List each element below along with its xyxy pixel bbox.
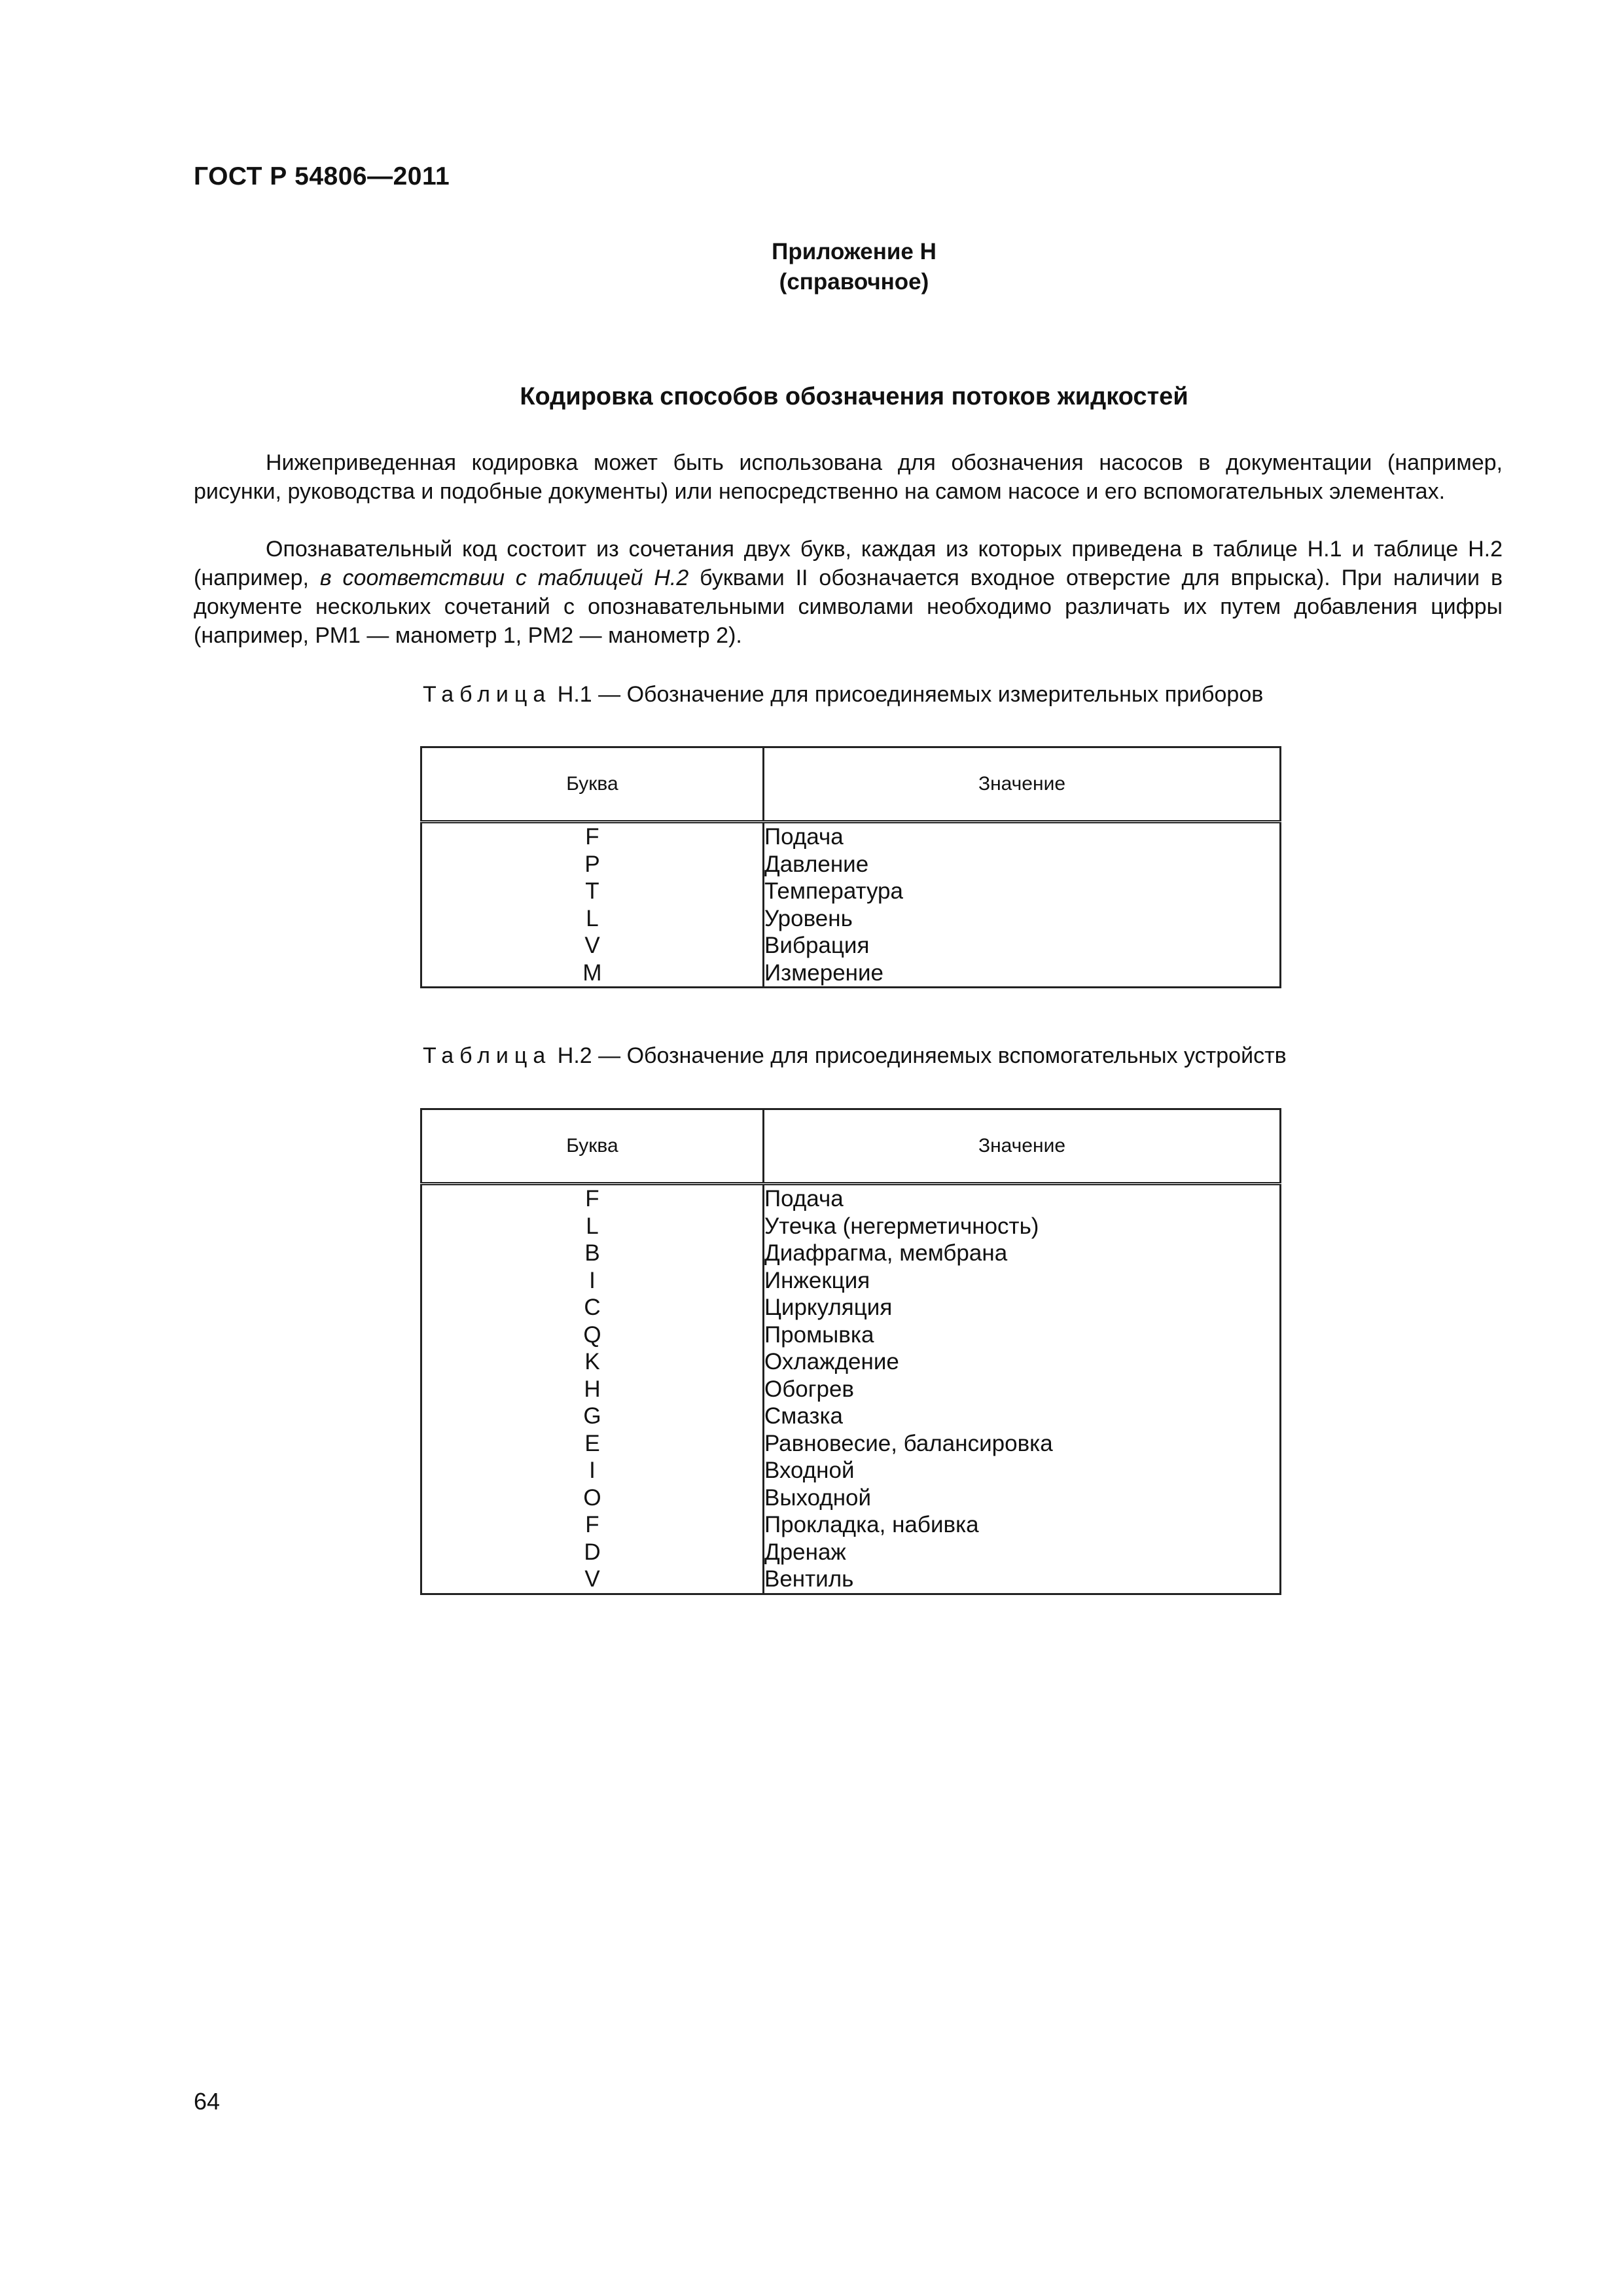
table-1 — [420, 746, 1281, 988]
table1-row-meaning: Вибрация — [764, 933, 870, 958]
table-2-caption — [423, 1042, 1287, 1069]
paragraph-1: Нижеприведенная кодировка может быть использована для обозначения насосов в документации (например, рисунки, руководства и подобные документы) или непосредственно на самом насосе и его вспомогательных элементах. — [194, 450, 1503, 504]
table2-row-meaning: Подача — [764, 1186, 844, 1211]
table-2 — [420, 1108, 1281, 1595]
table-2-letters-column — [421, 1184, 764, 1594]
table2-row-letter: V — [584, 1566, 600, 1592]
table2-row-letter: E — [584, 1430, 600, 1456]
table2-row-meaning: Входной — [764, 1458, 855, 1483]
table2-row-meaning: Инжекция — [764, 1267, 870, 1293]
table2-row-letter: H — [584, 1376, 601, 1402]
table-1-caption-text: Н.1 — Обозначение для присоединяемых измерительных приборов — [557, 682, 1264, 707]
table2-row-meaning: Охлаждение — [764, 1349, 899, 1374]
section-title: Кодировка способов обозначения потоков жидкостей — [520, 383, 1188, 410]
table-1-header-letter: Буква — [421, 747, 764, 822]
paragraph-2 — [194, 535, 1503, 650]
table2-row-letter: I — [589, 1458, 596, 1483]
table-2-meanings-column — [764, 1184, 1281, 1594]
paragraph-2-italic: в соответствии с таблицей Н.2 — [319, 565, 689, 590]
table-1-meanings-column — [764, 822, 1281, 988]
table1-row-letter: P — [584, 851, 600, 877]
table1-row-meaning: Измерение — [764, 960, 884, 986]
table-1-letters-column — [421, 822, 764, 988]
table2-row-letter: D — [584, 1539, 601, 1565]
table1-row-meaning: Давление — [764, 851, 869, 877]
table-1-header-meaning: Значение — [764, 747, 1281, 822]
table2-row-meaning: Циркуляция — [764, 1295, 893, 1320]
table2-row-meaning: Дренаж — [764, 1539, 846, 1565]
table-2-caption-text: Н.2 — Обозначение для присоединяемых вспомогательных устройств — [557, 1043, 1287, 1068]
paragraph-2-part-2: буквами II обозначается входное отверстие для впрыска). При наличии в документе нескольких сочетаний с опознавательными символами необходимо различать их путем добавления цифры (например, РМ1 — манометр 1, РМ2 — манометр 2). — [194, 565, 1503, 648]
table2-row-letter: C — [584, 1295, 601, 1320]
table2-row-letter: Q — [583, 1321, 601, 1348]
table2-row-letter: O — [583, 1484, 601, 1511]
table-2-label: Таблица — [423, 1043, 552, 1068]
table2-row-letter: F — [585, 1512, 599, 1537]
table1-row-letter: M — [582, 960, 602, 986]
table1-row-letter: L — [586, 905, 599, 931]
table2-row-meaning: Равновесие, балансировка — [764, 1430, 1053, 1456]
table2-row-meaning: Выходной — [764, 1484, 872, 1511]
table2-row-letter: B — [584, 1240, 600, 1266]
paragraph-2-part-1: Опознавательный код состоит из сочетания двух букв, каждая из которых приведена в таблице Н.1 и таблице Н.2 (например, — [194, 537, 1503, 590]
table2-row-meaning: Промывка — [764, 1321, 874, 1348]
table1-row-meaning: Подача — [764, 824, 844, 850]
table-2-header-letter: Буква — [421, 1109, 764, 1184]
appendix-title: Приложение Н — [772, 239, 936, 264]
table2-row-letter: G — [583, 1403, 601, 1429]
table2-row-letter: K — [584, 1349, 600, 1374]
table2-row-meaning: Прокладка, набивка — [764, 1512, 979, 1537]
table-1-label: Таблица — [423, 682, 552, 707]
document-code-header: ГОСТ Р 54806—2011 — [194, 162, 450, 190]
table2-row-meaning: Вентиль — [764, 1566, 854, 1592]
table-2-header-meaning: Значение — [764, 1109, 1281, 1184]
table1-row-letter: T — [585, 878, 599, 904]
table2-row-letter: I — [589, 1267, 596, 1293]
table1-row-letter: F — [585, 824, 599, 850]
table1-row-meaning: Уровень — [764, 905, 853, 931]
appendix-kind: (справочное) — [779, 269, 929, 295]
table2-row-letter: F — [585, 1186, 599, 1211]
table2-row-meaning: Обогрев — [764, 1376, 855, 1402]
table1-row-meaning: Температура — [764, 878, 903, 904]
table2-row-letter: L — [586, 1213, 599, 1239]
table2-row-meaning: Утечка (негерметичность) — [764, 1213, 1039, 1239]
table2-row-meaning: Смазка — [764, 1403, 844, 1429]
page-number: 64 — [194, 2088, 221, 2115]
table2-row-meaning: Диафрагма, мембрана — [764, 1240, 1008, 1266]
table1-row-letter: V — [584, 933, 600, 958]
table-1-caption — [423, 681, 1287, 708]
